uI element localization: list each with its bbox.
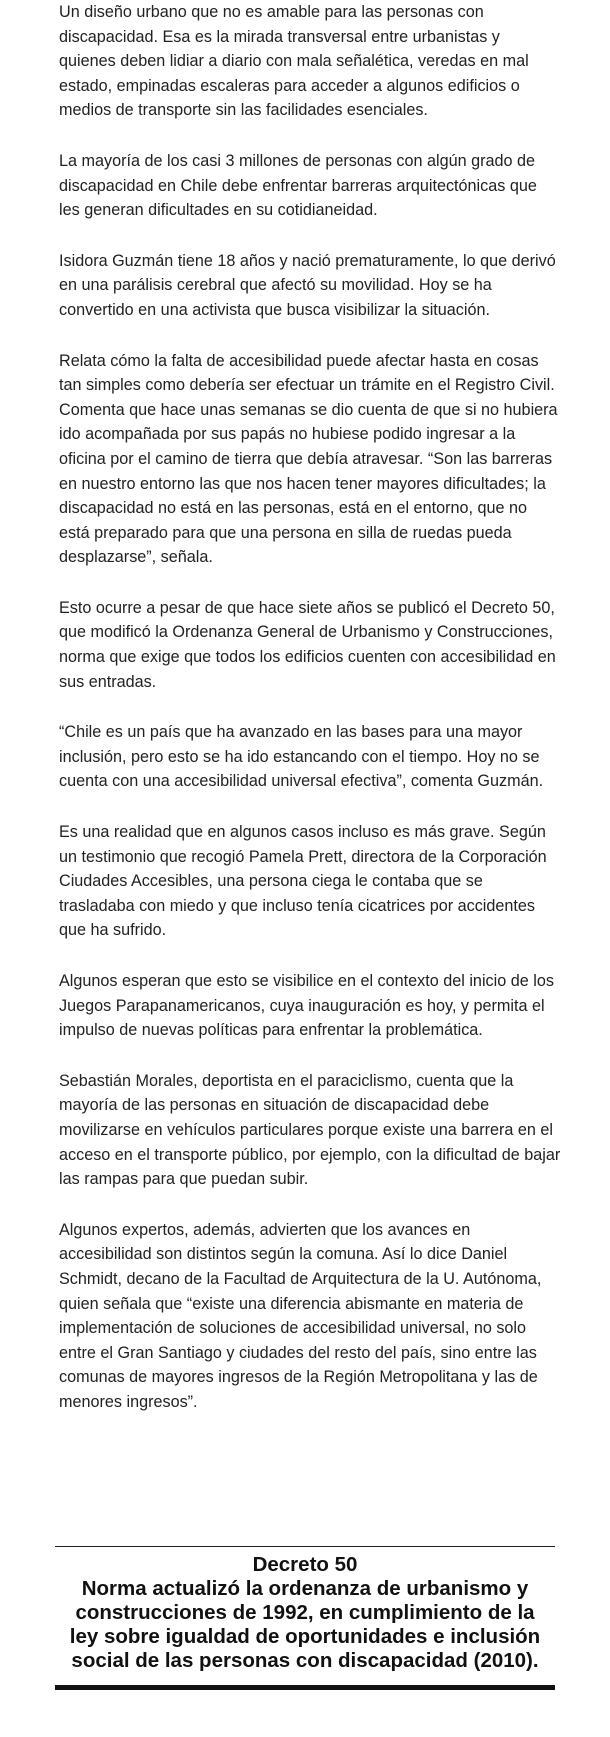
factbox-title: Decreto 50 xyxy=(252,1553,358,1576)
factbox xyxy=(55,1546,555,1690)
article-paragraph: Isidora Guzmán tiene 18 años y nació prematuramente, lo que derivó en una parálisis cerebral que afectó su movilidad. Hoy se ha convertido en una activista que busca visibilizar la situación. xyxy=(59,251,556,319)
article-paragraph: Algunos esperan que esto se visibilice en el contexto del inicio de los Juegos Parapanamericanos, cuya inauguración es hoy, y permita el impulso de nuevas políticas para enfrentar la problemática. xyxy=(59,972,554,1040)
article-paragraph: La mayoría de los casi 3 millones de personas con algún grado de discapacidad en Chile debe enfrentar barreras arquitectónicas que les generan dificultades en su cotidianeidad. xyxy=(59,151,537,220)
article-paragraph: Esto ocurre a pesar de que hace siete años se publicó el Decreto 50, que modificó la Ordenanza General de Urbanismo y Construcciones, norma que exige que todos los edificios cuenten con accesibilidad en sus entradas. xyxy=(59,598,556,691)
factbox-body: Norma actualizó la ordenanza de urbanismo y construcciones de 1992, en cumplimiento de la ley sobre igualdad de oportunidades e inclusión social de las personas con discapacidad (2010). xyxy=(69,1577,541,1672)
article-body xyxy=(59,0,561,1441)
article-paragraph: Algunos expertos, además, advierten que los avances en accesibilidad son distintos según la comuna. Así lo dice Daniel Schmidt, decano de la Facultad de Arquitectura de la U. Autónoma, quien señala que “existe una diferencia abismante en materia de implementación de soluciones de accesibilidad universal, no solo entre el Gran Santiago y ciudades del resto del país, sino entre las comunas de mayores ingresos de la Región Metropolitana y las de menores ingresos”. xyxy=(59,1220,542,1411)
article-paragraph: Sebastián Morales, deportista en el paraciclismo, cuenta que la mayoría de las personas en situación de discapacidad debe movilizarse en vehículos particulares porque existe una barrera en el acceso en el transporte público, por ejemplo, con la dificultad de bajar las rampas para que puedan subir. xyxy=(59,1071,561,1189)
article-paragraph: Es una realidad que en algunos casos incluso es más grave. Según un testimonio que recogió Pamela Prett, directora de la Corporación Ciudades Accesibles, una persona ciega le contaba que se trasladaba con miedo y que incluso tenía cicatrices por accidentes que ha sufrido. xyxy=(59,823,547,940)
factbox-bottom-rule xyxy=(55,1685,555,1690)
article-paragraph: Relata cómo la falta de accesibilidad puede afectar hasta en cosas tan simples como debería ser efectuar un trámite en el Registro Civil. Comenta que hace unas semanas se dio cuenta de que si no hubiera ido acompañada por sus papás no hubiese podido ingresar a la oficina por el camino de tierra que debía atravesar. “Son las barreras en nuestro entorno las que nos hacen tener mayores dificultades; la discapacidad no está en las personas, está en el entorno, que no está preparado para que una persona en silla de ruedas pueda desplazarse”, señala. xyxy=(59,351,558,567)
article-paragraph: “Chile es un país que ha avanzado en las bases para una mayor inclusión, pero esto se ha ido estancando con el tiempo. Hoy no se cuenta con una accesibilidad universal efectiva”, comenta Guzmán. xyxy=(59,723,544,791)
article-paragraph: Un diseño urbano que no es amable para las personas con discapacidad. Esa es la mirada transversal entre urbanistas y quienes deben lidiar a diario con mala señalética, veredas en mal estado, empinadas escaleras para acceder a algunos edificios o medios de transporte sin las facilidades esenciales. xyxy=(59,3,529,120)
